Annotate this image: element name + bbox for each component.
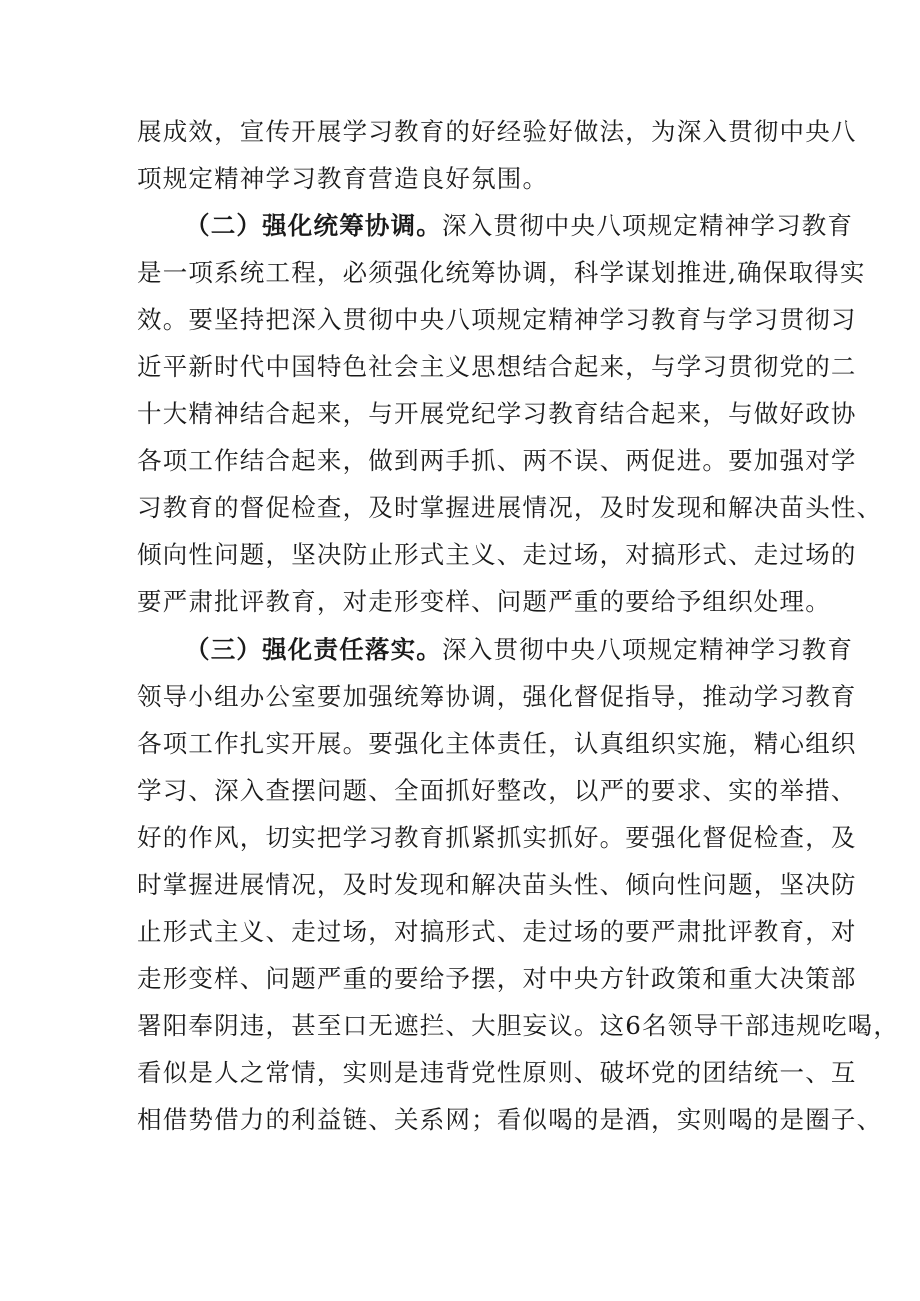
section2-first-line xyxy=(185,210,854,242)
section2-first-line-text: 深入贯彻中央八项规定精神学习教育 xyxy=(442,211,854,240)
section3-heading: （三）强化责任落实。 xyxy=(185,635,442,664)
intro-line-2: 项规定精神学习教育营造良好氛围。 xyxy=(137,164,549,193)
section2-line: 是一项系统工程，必须强化统筹协调，科学谋划推进,确保取得实 xyxy=(137,258,866,287)
section3-line: 学习、深入查摆问题、全面抓好整改，以严的要求、实的举措、 xyxy=(137,776,857,805)
section3-line: 好的作风，切实把学习教育抓紧抓实抓好。要强化督促检查，及 xyxy=(137,823,857,852)
section2-line: 近平新时代中国特色社会主义思想结合起来，与学习贯彻党的二 xyxy=(137,352,857,381)
section2-line: 习教育的督促检查，及时掌握进展情况，及时发现和解决苗头性、 xyxy=(137,493,883,522)
section3-line: 各项工作扎实开展。要强化主体责任，认真组织实施，精心组织 xyxy=(137,729,857,758)
section3-first-line-text: 深入贯彻中央八项规定精神学习教育 xyxy=(442,635,854,664)
section2-line: 效。要坚持把深入贯彻中央八项规定精神学习教育与学习贯彻习 xyxy=(137,305,857,334)
section3-line: 止形式主义、走过场，对搞形式、走过场的要严肃批评教育，对 xyxy=(137,917,857,946)
section3-first-line xyxy=(185,634,854,666)
section3-line: 领导小组办公室要加强统筹协调，强化督促指导，推动学习教育 xyxy=(137,682,857,711)
section2-line: 倾向性问题，坚决防止形式主义、走过场，对搞形式、走过场的 xyxy=(137,540,857,569)
section2-line: 要严肃批评教育，对走形变样、问题严重的要给予组织处理。 xyxy=(137,587,831,616)
section3-line: 署阳奉阴违，甚至口无遮拦、大胆妄议。这6名领导干部违规吃喝， xyxy=(137,1011,900,1040)
section2-line: 十大精神结合起来，与开展党纪学习教育结合起来，与做好政协 xyxy=(137,399,857,428)
intro-line-1: 展成效，宣传开展学习教育的好经验好做法，为深入贯彻中央八 xyxy=(137,117,857,146)
section2-heading: （二）强化统筹协调。 xyxy=(185,211,442,240)
section3-line: 时掌握进展情况，及时发现和解决苗头性、倾向性问题，坚决防 xyxy=(137,870,857,899)
section3-line: 相借势借力的利益链、关系网；看似喝的是酒，实则喝的是圈子、 xyxy=(137,1105,883,1134)
section2-line: 各项工作结合起来，做到两手抓、两不误、两促进。要加强对学 xyxy=(137,446,857,475)
section3-line: 走形变样、问题严重的要给予摆，对中央方针政策和重大决策部 xyxy=(137,964,857,993)
section3-line: 看似是人之常情，实则是违背党性原则、破坏党的团结统一、互 xyxy=(137,1058,857,1087)
